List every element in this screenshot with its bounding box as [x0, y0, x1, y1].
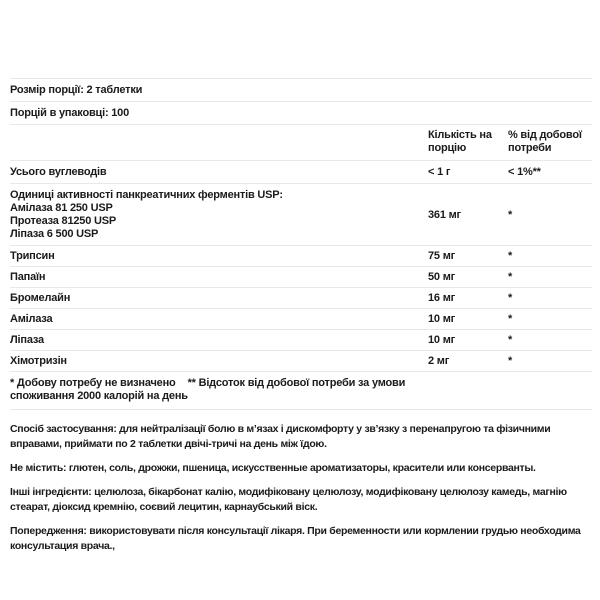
enzyme-lipase-usp: Ліпаза 6 500 USP: [10, 228, 99, 240]
footnote-line-2: [10, 390, 592, 403]
nutrient-dv: *: [508, 250, 513, 262]
nutrient-name: Бромелайн: [10, 292, 71, 304]
header-amount-per-serving: Кількість на порцію: [428, 129, 492, 154]
nutrient-amount: 16 мг: [428, 292, 456, 304]
nutrient-amount: 10 мг: [428, 334, 456, 346]
row-total-carbohydrates: [10, 160, 592, 183]
nutrient-name: Ліпаза: [10, 334, 44, 346]
serving-size-text: Розмір порції: 2 таблетки: [10, 84, 143, 96]
nutrient-dv: *: [508, 271, 513, 283]
enzyme-amylase-usp: Амілаза 81 250 USP: [10, 202, 113, 214]
enzyme-units-heading: Одиниці активності панкреатичних ферментів USP:: [10, 189, 283, 201]
free-of-paragraph: Не містить: глютен, соль, дрожжи, пшеница, искусственные ароматизаторы, красители или консерванты.: [10, 462, 536, 474]
footnotes-row: [10, 371, 592, 410]
row-trypsin: [10, 245, 592, 266]
nutrient-dv: *: [508, 334, 513, 346]
supplement-facts-table: [10, 78, 592, 410]
footnotes-block: [10, 377, 592, 403]
footnote-percent-dv-part1: ** Відсоток від добової потреби за умови: [187, 377, 406, 389]
row-papain: [10, 266, 592, 287]
nutrient-amount: 75 мг: [428, 250, 456, 262]
nutrient-dv: *: [508, 355, 513, 367]
usage-directions-paragraph: Спосіб застосування: для нейтралізації болю в м’язах і дискомфорту у зв’язку з перенапругою та фізичними вправами, приймати по 2 таблетки двічі-тричі на день між їдою.: [10, 423, 551, 450]
row-lipase: [10, 329, 592, 350]
nutrient-name: Хімотризін: [10, 355, 67, 367]
nutrient-amount: < 1 г: [428, 166, 451, 178]
footnote-dv-not-established: * Добову потребу не визначено: [10, 377, 176, 389]
nutrient-amount: 361 мг: [428, 209, 461, 221]
nutrient-amount: 50 мг: [428, 271, 456, 283]
other-ingredients-paragraph: Інші інгредієнти: целюлоза, бікарбонат калію, модифіковану целюлозу, модифіковану целюлозу камедь, магнію стеарат, діоксид кремнію, соєвий лецитин, карнаубський віск.: [10, 486, 567, 513]
nutrient-dv: *: [508, 313, 513, 325]
nutrient-amount: 2 мг: [428, 355, 450, 367]
row-pancreatic-enzyme-units: [10, 183, 592, 245]
row-chymotrypsin: [10, 350, 592, 371]
servings-per-container-text: Порцій в упаковці: 100: [10, 107, 130, 119]
row-amylase: [10, 308, 592, 329]
nutrient-name: [10, 189, 428, 241]
footnote-percent-dv-part2: споживання 2000 калорій на день: [10, 390, 188, 402]
nutrient-name: Усього вуглеводів: [10, 166, 107, 178]
table-header-row: [10, 124, 592, 160]
nutrient-dv: *: [508, 292, 513, 304]
footnote-line-1: [10, 377, 592, 390]
nutrient-name: Амілаза: [10, 313, 53, 325]
enzyme-protease-usp: Протеаза 81250 USP: [10, 215, 116, 227]
nutrient-dv: < 1%**: [508, 166, 541, 178]
nutrient-name: Папаїн: [10, 271, 46, 283]
warning-paragraph: Попередження: використовувати після консультації лікаря. При беременности или кормлении грудью необходима консультация врача.,: [10, 525, 581, 552]
nutrient-amount: 10 мг: [428, 313, 456, 325]
servings-per-container-row: [10, 101, 592, 124]
header-percent-daily-value: % від добової потреби: [508, 129, 582, 154]
row-bromelain: [10, 287, 592, 308]
nutrient-dv: *: [508, 209, 513, 221]
serving-size-row: [10, 78, 592, 101]
nutrient-name: Трипсин: [10, 250, 55, 262]
supplement-facts-panel: [0, 78, 600, 554]
description-paragraphs: [10, 422, 592, 554]
